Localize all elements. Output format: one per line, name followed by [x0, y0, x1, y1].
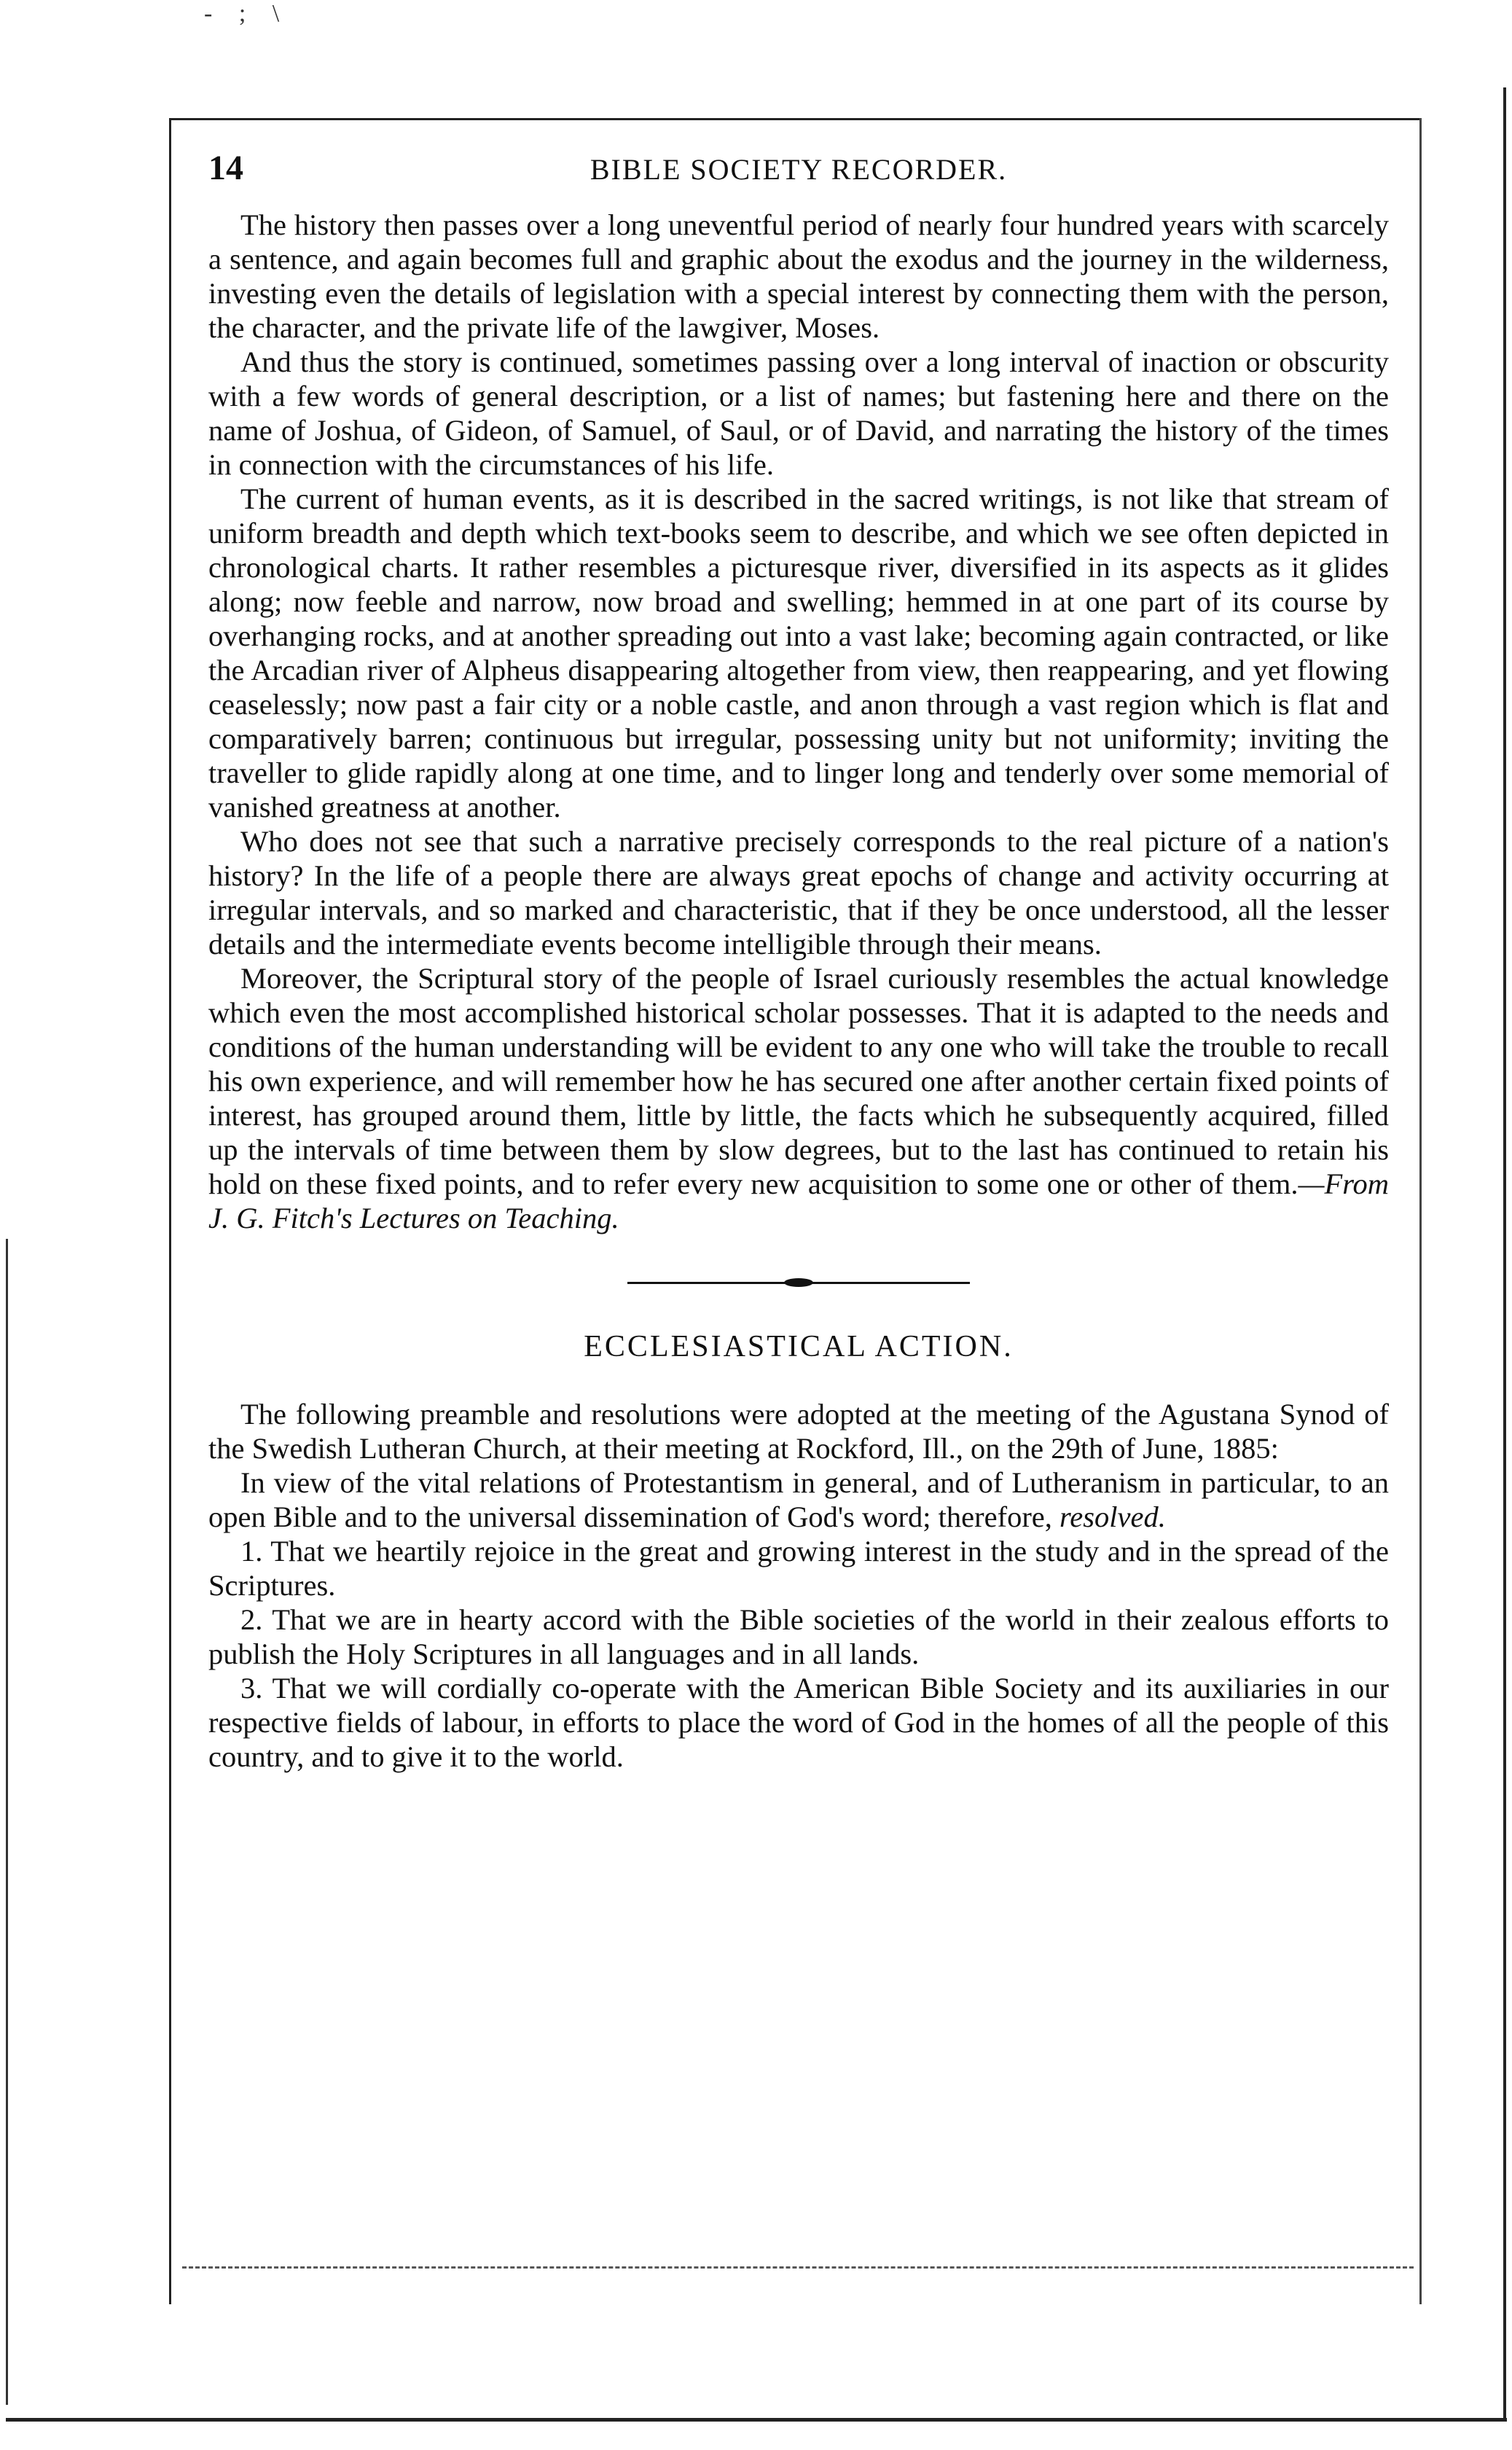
article-paragraph-final [208, 961, 1389, 1235]
section-body [208, 1397, 1389, 1774]
page-content [208, 142, 1389, 1774]
section-title: ECCLESIASTICAL ACTION. [584, 1330, 1014, 1363]
page-edge-marks: - ; \ [204, 0, 290, 27]
running-title: BIBLE SOCIETY RECORDER. [589, 153, 1008, 186]
scan-edge-left [6, 1239, 8, 2405]
article-paragraph: The current of human events, as it is described in the sacred writings, is not like that stream of uniform breadth and depth which text-books seem to describe, and which we see often depicted in chronological charts. It rather resembles a picturesque river, diversified in its aspects as it glides along; now feeble and narrow, now broad and swelling; hemmed in at one part of its course by overhanging rocks, and at another spreading out into a vast lake; becoming again contracted, or like the Arcadian river of Alpheus disappearing altogether from view, then reappearing, and yet flowing ceaselessly; now past a fair city or a noble castle, and anon through a vast region which is flat and comparatively barren; continuous but irregular, possessing unity but not uniformity; inviting the traveller to glide rapidly along at one time, and to linger long and tenderly over some memorial of vanished greatness at another. [208, 482, 1389, 823]
article-body [208, 208, 1389, 1235]
article-paragraph-text: Moreover, the Scriptural story of the people of Israel curiously resembles the actual knowledge which even the most accomplished historical scholar possesses. That it is adapted to the needs and conditions of the human understanding will be evident to any one who will take the trouble to recall his own experience, and will remember how he has secured one after another certain fixed points of interest, has grouped around them, little by little, the facts which he subsequently acquired, filled up the intervals of time between them by slow degrees, but to the last has continued to retain his hold on these fixed points, and to refer every new acquisition to some one or other of them. [208, 962, 1389, 1200]
page-number: 14 [208, 149, 243, 187]
resolution-item: 2. That we are in hearty accord with the Bible societies of the world in their zealous efforts to publish the Holy Scriptures in all languages and in all lands. [208, 1603, 1389, 1670]
resolved-word: resolved. [1059, 1500, 1166, 1533]
resolution-item: 3. That we will cordially co-operate with the American Bible Society and its auxiliaries in our respective fields of labour, in efforts to place the word of God in the homes of all the people of this country, and to give it to the world. [208, 1672, 1389, 1773]
page-frame-left-rule [169, 118, 171, 2304]
page-header [208, 142, 1389, 208]
scan-edge-right [1503, 87, 1506, 2419]
page-frame-bottom-rule [182, 2266, 1414, 2269]
section-preamble [208, 1465, 1389, 1534]
article-paragraph: The history then passes over a long uneventful period of nearly four hundred years with scarcely a sentence, and again becomes full and graphic about the exodus and the journey in the wilderness, investing even the details of legislation with a special interest by connecting them with the person, the character, and the private life of the lawgiver, Moses. [208, 208, 1389, 344]
article-paragraph: Who does not see that such a narrative precisely corresponds to the real picture of a nation's history? In the life of a people there are always great epochs of change and activity occurring at irregular intervals, and so marked and characteristic, that if they be once understood, all the lesser details and the intermediate events become intelligible through their means. [208, 825, 1389, 960]
section-intro: The following preamble and resolutions were adopted at the meeting of the Agustana Synod of the Swedish Lutheran Church, at their meeting at Rockford, Ill., on the 29th of June, 1885: [208, 1398, 1389, 1465]
preamble-text: In view of the vital relations of Protestantism in general, and of Lutheranism in particular, to an open Bible and to the universal dissemination of God's word; therefore, [208, 1466, 1389, 1533]
section-divider [627, 1282, 970, 1284]
page-frame-top-rule [171, 118, 1421, 120]
resolution-item: 1. That we heartily rejoice in the great and growing interest in the study and in the spread of the Scriptures. [208, 1535, 1389, 1602]
article-paragraph: And thus the story is continued, sometimes passing over a long interval of inaction or obscurity with a few words of general description, or a list of names; but fastening here and there on the name of Joshua, of Gideon, of Samuel, of Saul, or of David, and narrating the history of the times in connection with the circumstances of his life. [208, 345, 1389, 481]
page-frame-right-rule [1419, 118, 1422, 2304]
divider-ornament [784, 1278, 813, 1287]
scan-edge-bottom [6, 2418, 1507, 2422]
article-source-citation: —From J. G. Fitch's Lectures on Teaching. [208, 1167, 1389, 1234]
